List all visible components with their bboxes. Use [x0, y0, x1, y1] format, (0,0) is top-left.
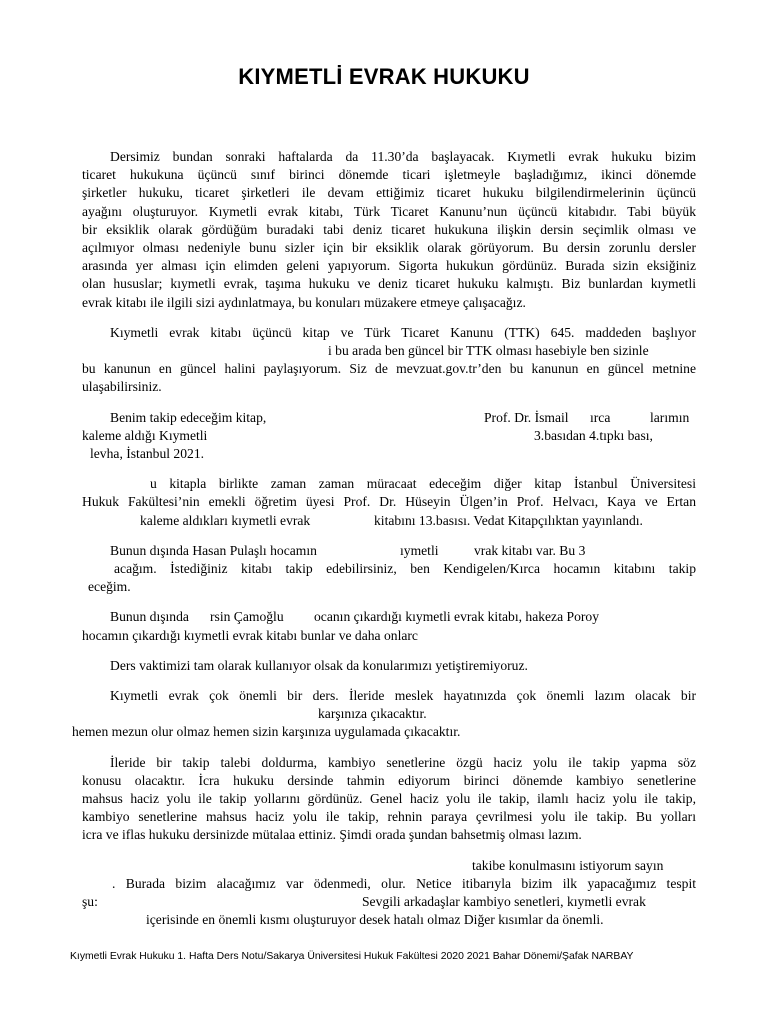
text-line: takibe konulmasını istiyorum sayın	[472, 857, 664, 873]
text-line: acağım. İstediğiniz kitabı takip edebilirsiniz, ben Kendigelen/Kırca hocamın kitabını takip	[114, 561, 696, 576]
text-line: Dersimiz bundan sonraki haftalarda da 11.30’da başlayacak. Kıymetli evrak hukuku bizim	[110, 149, 696, 164]
text-fragment: Sevgili arkadaşlar kambiyo senetleri, kıymetli evrak	[362, 894, 646, 910]
text-line: bir eksiklik olarak gördüğüm buradaki tabi deniz ticaret hukukuna ilişkin dersin seçimlik olması ve	[82, 221, 696, 237]
text-line: olan hususlar; kıymetli evrak, taşıma hukuku ve deniz ticaret hukuku kalmıştı. Biz bunlardan kıymetli	[82, 276, 696, 292]
text-line: i bu arada ben güncel bir TTK olması hasebiyle ben sizinle	[328, 343, 649, 359]
text-fragment: ocanın çıkardığı kıymetli evrak kitabı, hakeza Poroy	[314, 609, 599, 625]
paragraph-bills	[82, 857, 696, 930]
text-fragment: Prof. Dr. İsmail	[484, 409, 569, 425]
text-line: hemen mezun olur olmaz hemen sizin karşınıza uygulamada çıkacaktır.	[72, 724, 461, 740]
text-fragment: kitabını 13.basısı. Vedat Kitapçılıktan yayınlandı.	[374, 512, 643, 528]
paragraph-camoglu	[82, 608, 696, 644]
text-fragment: ırca	[590, 409, 611, 425]
text-line: u kitapla birlikte zaman zaman müracaat edeceğim diğer kitap İstanbul Üniversitesi	[150, 476, 696, 492]
document-body	[72, 148, 696, 941]
text-fragment: Bunun dışında	[110, 609, 189, 625]
text-fragment: Bunun dışında Hasan Pulaşlı hocamın	[110, 542, 317, 558]
paragraph-intro	[82, 148, 696, 312]
text-line: Kıymetli evrak kitabı üçüncü kitap ve Türk Ticaret Kanunu (TTK) 645. maddeden başlıyor	[110, 324, 696, 340]
paragraph-time	[82, 657, 696, 675]
text-line: içerisinde en önemli kısmı oluşturuyor desek hatalı olmaz Diğer kısımlar da önemli.	[146, 912, 604, 928]
text-fragment: şu:	[82, 894, 98, 910]
paragraph-ttk	[82, 324, 696, 397]
text-line: açılmıyor olması nedeniyle bunu sizler için bir eksiklik olarak görüyorum. Bu dersin zorunlu dersler	[82, 240, 696, 256]
text-line: Kıymetli evrak çok önemli bir ders. İleride meslek hayatınızda çok önemli lazım olacak bir	[110, 688, 696, 703]
document-title: KIYMETLİ EVRAK HUKUKU	[238, 64, 530, 89]
text-line: arasında yer alması için elimden geleni yapıyorum. Sigorta hukukun gördünüz. Burada sizin eksiğiniz	[82, 258, 696, 274]
text-line: İleride bir takip talebi doldurma, kambiyo senetlerine özgü haciz yolu ile takip yapma söz	[110, 754, 696, 770]
text-fragment: rsin Çamoğlu	[210, 609, 284, 625]
text-line: karşınıza çıkacaktır.	[318, 706, 427, 722]
text-line: kambiyo senetlerine mahsus haciz yolu ile takip, rehnin paraya çevrilmesi yolu ile takip. Bu yolları	[82, 809, 696, 825]
text-line: mahsus haciz yolu ile takip yollarını gördünüz. Genel haciz yolu ile takip, ilamlı haciz yolu ile takip,	[82, 791, 696, 807]
paragraph-book	[82, 409, 696, 464]
text-line: evrak kitabı ile ilgili sizi aydınlatmaya, bu konuları müzakere etmeye çalışacağız.	[82, 294, 526, 310]
text-line: Hukuk Fakültesi’nin emekli öğretim üyesi Prof. Dr. Hüseyin Ülgen’in Prof. Helvacı, Kaya ve Ertan	[82, 494, 696, 510]
text-fragment: larımın	[650, 409, 690, 425]
paragraph-importance	[72, 687, 696, 742]
text-line: eceğim.	[88, 579, 131, 595]
paragraph-pulasli	[82, 542, 696, 597]
text-line: icra ve iflas hukuku dersinizde mütalaa ettiniz. Şimdi orada şundan bahsetmiş olması lazım.	[82, 827, 582, 843]
text-fragment: kaleme aldığı Kıymetli	[82, 427, 208, 443]
text-line: ayağını oluşturuyor. Kıymetli evrak kitabı, Türk Ticaret Kanunu’nun üçüncü kitabıdır. Tabi büyük	[82, 203, 696, 219]
text-line: levha, İstanbul 2021.	[90, 446, 205, 462]
paragraph-second-book	[82, 475, 696, 530]
paragraph-enforcement	[82, 754, 696, 845]
text-fragment: Benim takip edeceğim kitap,	[110, 409, 267, 425]
text-line: bu kanunun en güncel halini paylaşıyorum. Siz de mevzuat.gov.tr’den bu kanunun en güncel metnine	[82, 361, 696, 377]
text-line: konusu olacaktır. İcra hukuku dersinde tahmin ediyorum birinci dönemde kambiyo senetlerine	[82, 772, 696, 788]
text-fragment: vrak kitabı var. Bu 3	[474, 542, 586, 558]
text-line: hocamın çıkardığı kıymetli evrak kitabı bunlar ve daha onlarc	[82, 627, 418, 643]
text-line: Ders vaktimizi tam olarak kullanıyor olsak da konularımızı yetiştiremiyoruz.	[110, 657, 528, 673]
text-line: . Burada bizim alacağımız var ödenmedi, olur. Netice itibarıyla bizim ilk yapacağımız tespit	[112, 875, 696, 891]
text-fragment: kaleme aldıkları kıymetli evrak	[140, 512, 311, 528]
text-fragment: 3.basıdan 4.tıpkı bası,	[534, 427, 653, 443]
text-fragment: ıymetli	[400, 542, 439, 558]
text-line: şirketler hukuku, ticaret şirketleri ile devam ettiğimiz ticaret hukuku bilgilendirmelerinin üçüncü	[82, 185, 696, 201]
text-line: ulaşabilirsiniz.	[82, 379, 162, 395]
text-line: ticaret hukukuna üçüncü sınıf birinci dönemde ticari işletmeyle başladığımız, ikinci dönemde	[82, 167, 696, 183]
page-footer: Kıymetli Evrak Hukuku 1. Hafta Ders Notu/Sakarya Üniversitesi Hukuk Fakültesi 2020 2021 Bahar Dönemi/Şafak NARBAY	[70, 951, 634, 962]
